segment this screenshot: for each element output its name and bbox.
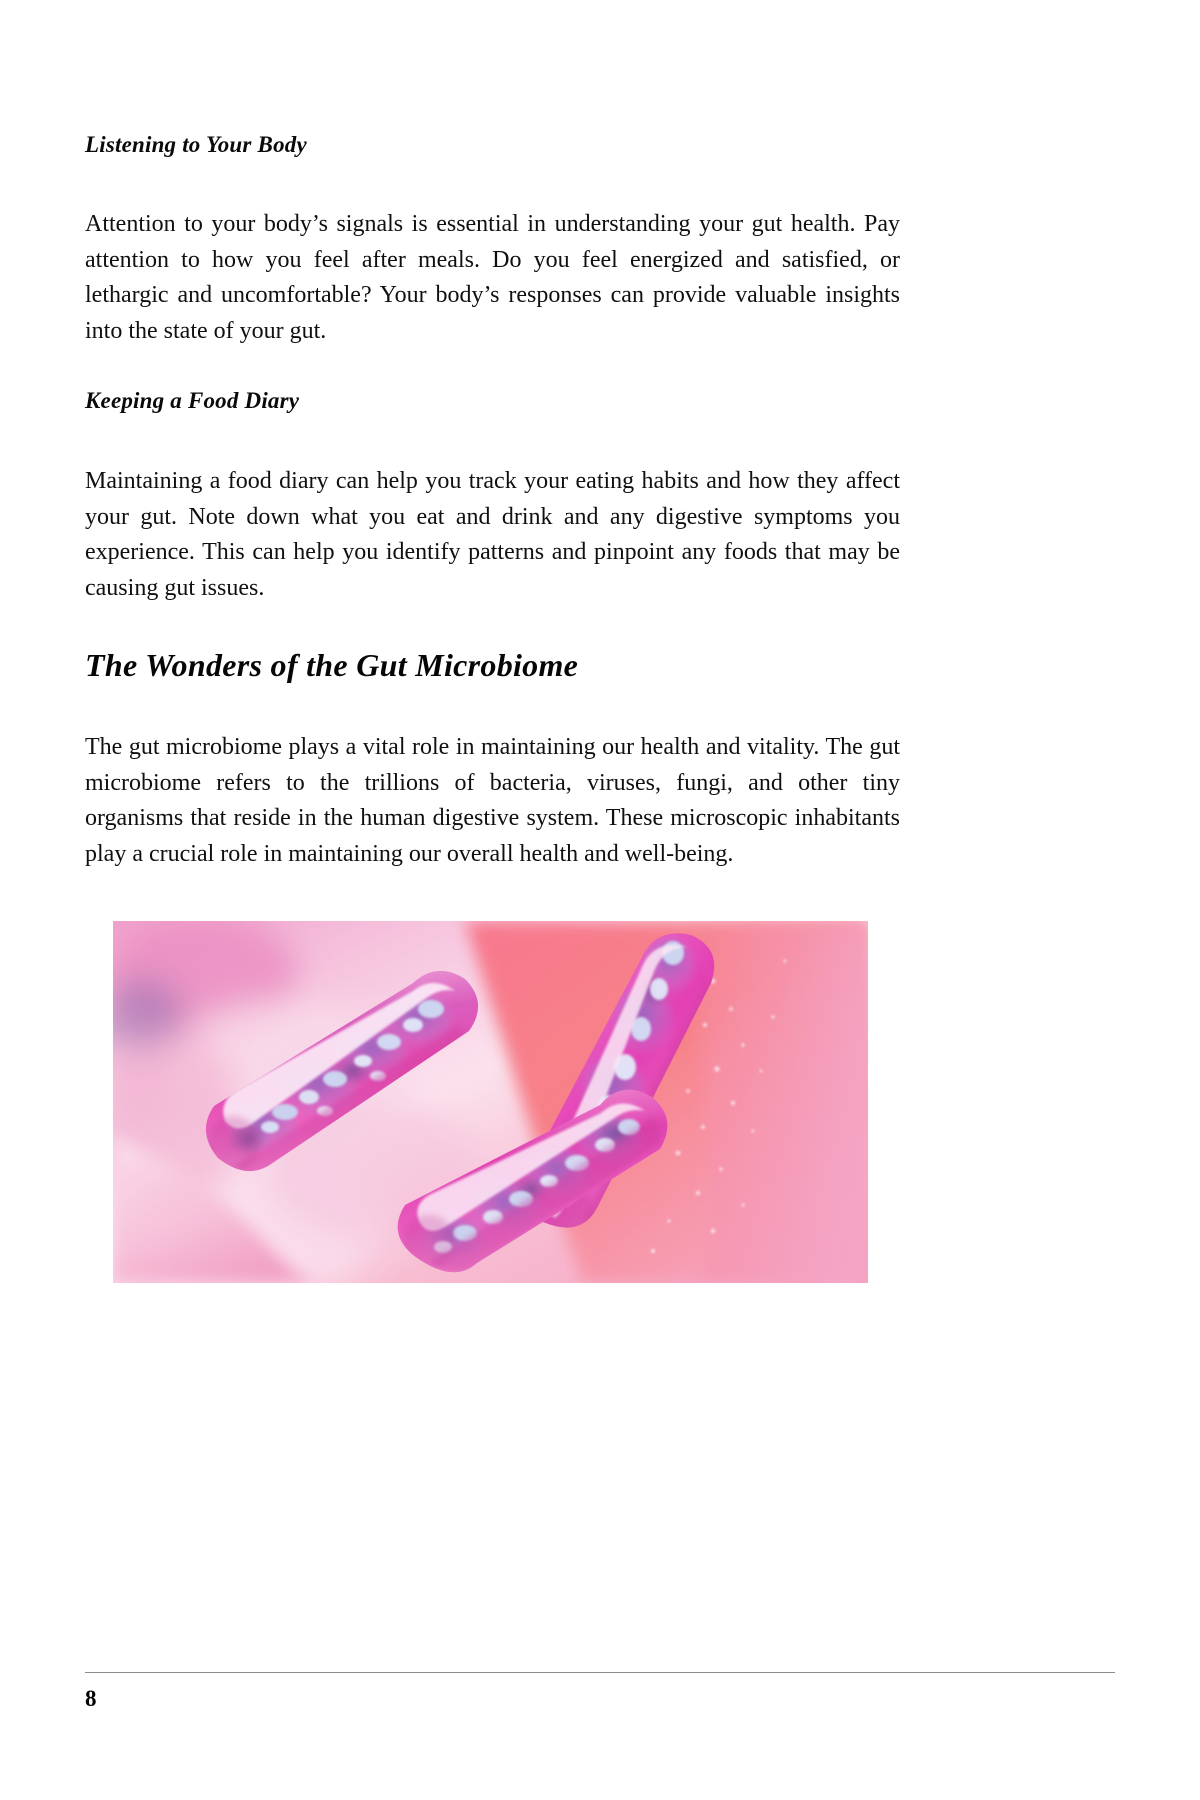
heading-listening-to-your-body: Listening to Your Body	[85, 132, 307, 157]
paragraph-block-food-diary	[85, 464, 900, 606]
paragraph-block-microbiome	[85, 730, 900, 872]
gut-bacteria-microscopy-image	[113, 921, 868, 1283]
footer-divider	[85, 1672, 1115, 1673]
paragraph-gut-microbiome: The gut microbiome plays a vital role in maintaining our health and vitality. The gut microbiome refers to the trillions of bacteria, viruses, fungi, and other tiny organisms that reside in the human digestive system. These microscopic inhabitants play a crucial role in maintaining our overall health and well-being.	[85, 734, 900, 867]
page-number: 8	[85, 1686, 97, 1711]
paragraph-keeping-a-food-diary: Maintaining a food diary can help you track your eating habits and how they affect your gut. Note down what you eat and drink and any digestive symptoms you experience. This can help you identify patterns and pinpoint any foods that may be causing gut issues.	[85, 468, 900, 601]
heading-keeping-a-food-diary: Keeping a Food Diary	[85, 388, 300, 413]
bacteria-illustration	[113, 921, 868, 1283]
section-wonders-of-the-gut-microbiome	[85, 645, 578, 685]
section-keeping-a-food-diary	[85, 386, 299, 416]
paragraph-listening-to-your-body: Attention to your body’s signals is essential in understanding your gut health. Pay attention to how you feel after meals. Do you feel energized and satisfied, or lethargic and uncomfortable? Your body’s responses can provide valuable insights into the state of your gut.	[85, 211, 900, 344]
figure-depth-haze	[113, 921, 868, 1283]
paragraph-block-listening	[85, 207, 900, 349]
heading-wonders-of-the-gut-microbiome: The Wonders of the Gut Microbiome	[85, 647, 579, 683]
section-listening-to-your-body	[85, 130, 307, 160]
